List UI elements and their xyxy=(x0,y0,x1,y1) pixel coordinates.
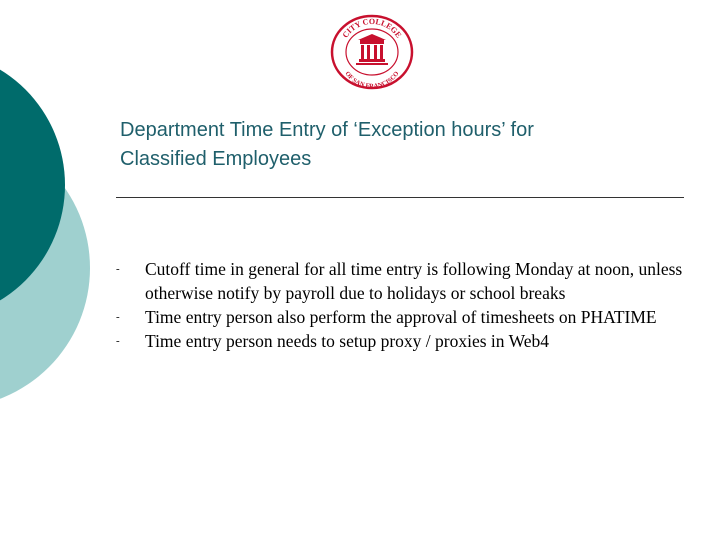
bullet-text: Time entry person needs to setup proxy / proxies in Web4 xyxy=(145,331,549,351)
slide-title-line-2: Classified Employees xyxy=(120,148,312,170)
title-divider xyxy=(116,197,684,198)
bullet-marker: - xyxy=(116,263,120,275)
bullet-item xyxy=(116,305,686,329)
college-logo xyxy=(330,14,414,90)
seal-bottom-text: OF SAN FRANCISCO xyxy=(343,70,401,90)
bullet-list xyxy=(116,257,686,353)
bullet-marker: - xyxy=(116,335,120,347)
seal-top-text: CITY COLLEGE xyxy=(340,16,404,40)
bullet-item xyxy=(116,329,686,353)
ccsf-seal-icon xyxy=(356,34,388,65)
bullet-text: Cutoff time in general for all time entry is following Monday at noon, unless otherwise notify by payroll due to holidays or school breaks xyxy=(145,259,683,303)
bullet-item xyxy=(116,257,686,305)
slide-title-line-1: Department Time Entry of ‘Exception hours’ for xyxy=(120,119,534,141)
seal-outer-ring xyxy=(332,16,412,88)
slide-title xyxy=(120,116,680,174)
bullet-text: Time entry person also perform the approval of timesheets on PHATIME xyxy=(145,307,657,327)
bullet-marker: - xyxy=(116,311,120,323)
